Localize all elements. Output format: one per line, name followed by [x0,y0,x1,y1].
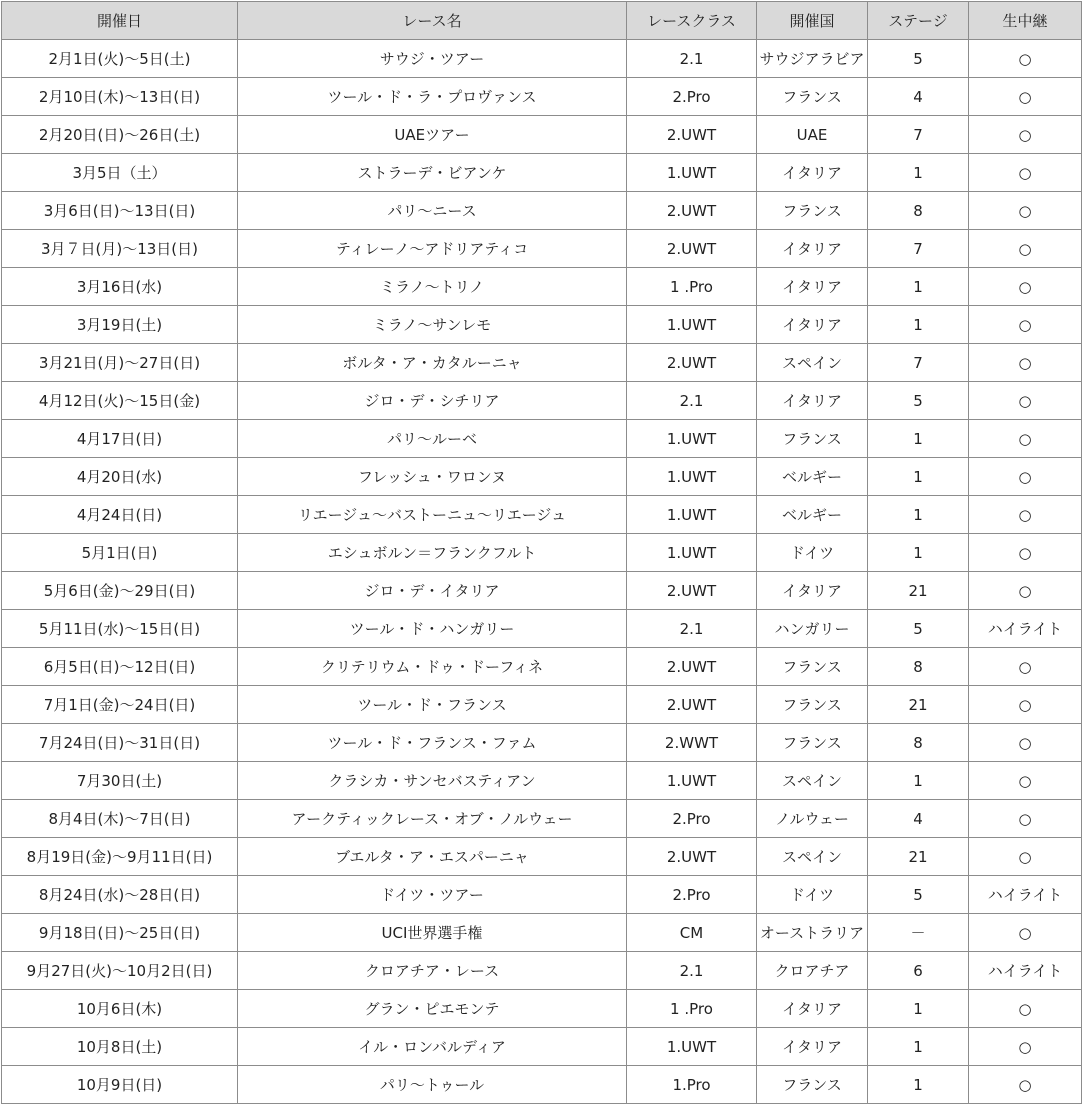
cell-country: ベルギー [757,496,868,534]
cell-race-name: パリ～ニース [238,192,627,230]
cell-stages: 7 [868,344,969,382]
cell-race-name: ツール・ド・フランス・ファム [238,724,627,762]
cell-country: フランス [757,686,868,724]
cell-stages: 1 [868,1028,969,1066]
table-row [2,496,1082,534]
cell-country: オーストラリア [757,914,868,952]
cell-stages: 4 [868,800,969,838]
cell-live-broadcast: ハイライト [969,610,1082,648]
cell-race-class: 1.UWT [627,154,757,192]
cell-race-name: クラシカ・サンセバスティアン [238,762,627,800]
column-header-stages: ステージ [868,2,969,40]
cell-country: ハンガリー [757,610,868,648]
cell-country: ドイツ [757,534,868,572]
cell-country: フランス [757,420,868,458]
cell-race-name: エシュボルン＝フランクフルト [238,534,627,572]
cell-race-class: 2.Pro [627,876,757,914]
cell-date: 5月1日(日) [2,534,238,572]
table-row [2,876,1082,914]
cell-live-broadcast: ハイライト [969,876,1082,914]
cell-stages: 4 [868,78,969,116]
cell-race-class: 1.UWT [627,534,757,572]
column-header-race-class: レースクラス [627,2,757,40]
cell-live-broadcast: ○ [969,686,1082,724]
cell-date: 7月30日(土) [2,762,238,800]
table-row [2,382,1082,420]
cell-live-broadcast: ○ [969,344,1082,382]
cell-race-name: ジロ・デ・シチリア [238,382,627,420]
table-row [2,914,1082,952]
cell-date: 3月5日（土） [2,154,238,192]
cell-race-class: 2.Pro [627,78,757,116]
cell-stages: 5 [868,382,969,420]
cell-live-broadcast: ○ [969,382,1082,420]
cell-live-broadcast: ハイライト [969,952,1082,990]
cell-stages: 1 [868,762,969,800]
cell-live-broadcast: ○ [969,648,1082,686]
table-row [2,762,1082,800]
cell-country: イタリア [757,230,868,268]
cell-date: 10月8日(土) [2,1028,238,1066]
cell-date: 3月21日(月)～27日(日) [2,344,238,382]
table-row [2,230,1082,268]
cell-race-name: クロアチア・レース [238,952,627,990]
cell-race-class: 2.WWT [627,724,757,762]
cell-race-name: サウジ・ツアー [238,40,627,78]
table-row [2,952,1082,990]
cell-race-class: 2.UWT [627,686,757,724]
cell-race-name: クリテリウム・ドゥ・ドーフィネ [238,648,627,686]
cell-stages: 21 [868,838,969,876]
cell-stages: 6 [868,952,969,990]
cell-live-broadcast: ○ [969,154,1082,192]
cell-live-broadcast: ○ [969,838,1082,876]
table-row [2,458,1082,496]
cell-race-name: パリ～ルーベ [238,420,627,458]
cell-live-broadcast: ○ [969,192,1082,230]
cell-stages: 8 [868,648,969,686]
cell-stages: 1 [868,154,969,192]
cell-live-broadcast: ○ [969,534,1082,572]
cell-country: フランス [757,192,868,230]
cell-race-name: ティレーノ～アドリアティコ [238,230,627,268]
cell-race-class: 2.UWT [627,648,757,686]
cell-stages: 21 [868,572,969,610]
cell-live-broadcast: ○ [969,116,1082,154]
cell-race-class: 1.UWT [627,1028,757,1066]
table-row [2,420,1082,458]
cell-stages: 1 [868,458,969,496]
cell-live-broadcast: ○ [969,496,1082,534]
column-header-race-name: レース名 [238,2,627,40]
cell-date: 2月10日(木)～13日(日) [2,78,238,116]
cell-race-class: 2.UWT [627,344,757,382]
cell-stages: 1 [868,1066,969,1104]
cell-date: 3月７日(月)～13日(日) [2,230,238,268]
cell-country: イタリア [757,990,868,1028]
table-row [2,154,1082,192]
cell-country: サウジアラビア [757,40,868,78]
cell-date: 8月4日(木)～7日(日) [2,800,238,838]
cell-live-broadcast: ○ [969,1028,1082,1066]
cell-race-name: ミラノ～サンレモ [238,306,627,344]
table-header [2,2,1082,40]
cell-race-name: ブエルタ・ア・エスパーニャ [238,838,627,876]
cell-date: 4月17日(日) [2,420,238,458]
cell-date: 2月1日(火)～5日(土) [2,40,238,78]
cell-race-name: グラン・ピエモンテ [238,990,627,1028]
table-row [2,1028,1082,1066]
table-row [2,1066,1082,1104]
cell-country: イタリア [757,306,868,344]
header-row [2,2,1082,40]
cell-stages: 5 [868,610,969,648]
cell-live-broadcast: ○ [969,230,1082,268]
column-header-country: 開催国 [757,2,868,40]
cell-race-class: 1.Pro [627,1066,757,1104]
cell-race-class: 1.UWT [627,458,757,496]
cell-date: 8月19日(金)～9月11日(日) [2,838,238,876]
cell-date: 6月5日(日)～12日(日) [2,648,238,686]
cell-race-class: 1.UWT [627,420,757,458]
cell-date: 4月24日(日) [2,496,238,534]
cell-date: 5月11日(水)～15日(日) [2,610,238,648]
table-row [2,306,1082,344]
cell-country: イタリア [757,1028,868,1066]
cell-date: 8月24日(水)～28日(日) [2,876,238,914]
cell-race-class: 2.1 [627,40,757,78]
cell-race-class: 1.UWT [627,496,757,534]
cell-race-class: CM [627,914,757,952]
race-schedule-table [1,1,1082,1104]
cell-race-class: 2.UWT [627,116,757,154]
table-row [2,686,1082,724]
cell-country: スペイン [757,838,868,876]
cell-stages: 5 [868,40,969,78]
cell-race-class: 2.UWT [627,230,757,268]
cell-country: ノルウェー [757,800,868,838]
cell-race-name: リエージュ～バストーニュ～リエージュ [238,496,627,534]
cell-live-broadcast: ○ [969,420,1082,458]
cell-race-class: 2.UWT [627,572,757,610]
cell-country: スペイン [757,344,868,382]
cell-stages: 7 [868,116,969,154]
cell-race-class: 2.1 [627,610,757,648]
cell-race-name: ツール・ド・ハンガリー [238,610,627,648]
cell-date: 3月6日(日)～13日(日) [2,192,238,230]
cell-date: 10月9日(日) [2,1066,238,1104]
table-row [2,192,1082,230]
cell-country: フランス [757,648,868,686]
cell-race-class: 1.UWT [627,306,757,344]
cell-race-name: ミラノ～トリノ [238,268,627,306]
cell-race-name: ストラーデ・ビアンケ [238,154,627,192]
cell-stages: 1 [868,496,969,534]
cell-live-broadcast: ○ [969,762,1082,800]
cell-date: 2月20日(日)～26日(土) [2,116,238,154]
cell-race-class: 2.UWT [627,838,757,876]
cell-stages: － [868,914,969,952]
cell-race-class: 1 .Pro [627,990,757,1028]
column-header-date: 開催日 [2,2,238,40]
cell-date: 5月6日(金)～29日(日) [2,572,238,610]
cell-date: 7月1日(金)～24日(日) [2,686,238,724]
cell-country: UAE [757,116,868,154]
cell-race-name: ツール・ド・フランス [238,686,627,724]
cell-race-class: 1.UWT [627,762,757,800]
table-row [2,344,1082,382]
cell-live-broadcast: ○ [969,458,1082,496]
cell-country: クロアチア [757,952,868,990]
cell-race-name: イル・ロンバルディア [238,1028,627,1066]
cell-race-class: 2.Pro [627,800,757,838]
cell-stages: 1 [868,534,969,572]
cell-live-broadcast: ○ [969,40,1082,78]
cell-live-broadcast: ○ [969,914,1082,952]
cell-race-name: アークティックレース・オブ・ノルウェー [238,800,627,838]
table-row [2,610,1082,648]
table-row [2,78,1082,116]
table-row [2,990,1082,1028]
cell-race-class: 2.1 [627,382,757,420]
column-header-live-broadcast: 生中継 [969,2,1082,40]
cell-stages: 1 [868,420,969,458]
cell-country: フランス [757,78,868,116]
cell-country: イタリア [757,154,868,192]
cell-country: ベルギー [757,458,868,496]
table-row [2,724,1082,762]
cell-live-broadcast: ○ [969,78,1082,116]
table-row [2,572,1082,610]
cell-live-broadcast: ○ [969,268,1082,306]
table-body [2,40,1082,1104]
cell-date: 7月24日(日)～31日(日) [2,724,238,762]
cell-date: 3月16日(水) [2,268,238,306]
cell-date: 4月20日(水) [2,458,238,496]
cell-stages: 8 [868,724,969,762]
cell-live-broadcast: ○ [969,990,1082,1028]
cell-date: 4月12日(火)～15日(金) [2,382,238,420]
cell-race-name: ボルタ・ア・カタルーニャ [238,344,627,382]
cell-stages: 1 [868,990,969,1028]
cell-country: イタリア [757,572,868,610]
table-row [2,40,1082,78]
cell-stages: 1 [868,268,969,306]
cell-stages: 7 [868,230,969,268]
cell-race-name: ツール・ド・ラ・プロヴァンス [238,78,627,116]
cell-race-name: ドイツ・ツアー [238,876,627,914]
table-row [2,648,1082,686]
table-row [2,800,1082,838]
cell-race-class: 2.UWT [627,192,757,230]
cell-live-broadcast: ○ [969,572,1082,610]
cell-country: フランス [757,724,868,762]
cell-country: イタリア [757,382,868,420]
cell-live-broadcast: ○ [969,1066,1082,1104]
table-row [2,268,1082,306]
cell-date: 9月18日(日)～25日(日) [2,914,238,952]
table-row [2,534,1082,572]
cell-race-class: 1 .Pro [627,268,757,306]
cell-race-name: パリ～トゥール [238,1066,627,1104]
cell-date: 9月27日(火)～10月2日(日) [2,952,238,990]
cell-stages: 5 [868,876,969,914]
cell-stages: 1 [868,306,969,344]
cell-race-name: UCI世界選手権 [238,914,627,952]
cell-race-name: フレッシュ・ワロンヌ [238,458,627,496]
cell-race-class: 2.1 [627,952,757,990]
cell-country: スペイン [757,762,868,800]
cell-race-name: ジロ・デ・イタリア [238,572,627,610]
cell-date: 3月19日(土) [2,306,238,344]
cell-live-broadcast: ○ [969,306,1082,344]
cell-live-broadcast: ○ [969,800,1082,838]
cell-country: フランス [757,1066,868,1104]
cell-date: 10月6日(木) [2,990,238,1028]
cell-race-name: UAEツアー [238,116,627,154]
cell-live-broadcast: ○ [969,724,1082,762]
cell-stages: 21 [868,686,969,724]
cell-country: イタリア [757,268,868,306]
table-row [2,116,1082,154]
table-row [2,838,1082,876]
cell-country: ドイツ [757,876,868,914]
cell-stages: 8 [868,192,969,230]
